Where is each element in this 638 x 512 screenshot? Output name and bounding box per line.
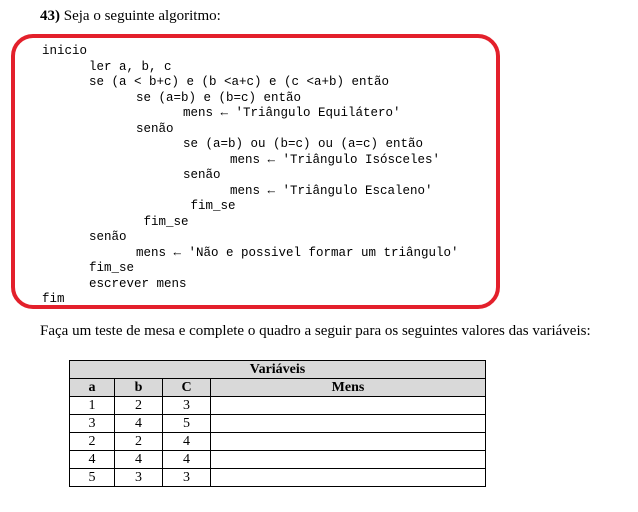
cell-b: 4 <box>115 415 163 433</box>
code-line: escrever mens <box>89 276 187 291</box>
table-row <box>70 397 486 415</box>
code-line: mens ← 'Não e possivel formar um triângulo' <box>136 245 459 260</box>
table-row <box>70 415 486 433</box>
table-row <box>70 451 486 469</box>
variables-table <box>69 360 486 487</box>
code-line: fim_se <box>183 199 236 213</box>
instruction-text: Faça um teste de mesa e complete o quadro a seguir para os seguintes valores das variáveis: <box>40 323 591 339</box>
code-line: senão <box>136 121 174 136</box>
code-line: mens ← 'Triângulo Isósceles' <box>230 152 441 167</box>
cell-c: 5 <box>163 415 211 433</box>
code-line: se (a=b) e (b=c) então <box>136 90 302 105</box>
cell-b: 3 <box>115 469 163 487</box>
cell-b: 2 <box>115 433 163 451</box>
code-line: fim <box>42 292 65 306</box>
code-line: mens ← 'Triângulo Escaleno' <box>230 183 433 198</box>
cell-mens-answer[interactable] <box>211 469 486 487</box>
table-row <box>70 433 486 451</box>
cell-a: 5 <box>70 469 115 487</box>
table-group-header-row <box>70 361 486 379</box>
cell-b: 2 <box>115 397 163 415</box>
cell-a: 1 <box>70 397 115 415</box>
cell-a: 2 <box>70 433 115 451</box>
cell-c: 4 <box>163 433 211 451</box>
question-number: 43) <box>40 8 60 24</box>
code-line: fim_se <box>89 261 135 275</box>
cell-c: 4 <box>163 451 211 469</box>
column-header-c: C <box>163 379 211 397</box>
code-line: fim_se <box>136 214 189 229</box>
code-line: se (a < b+c) e (b <a+c) e (c <a+b) então <box>89 75 390 89</box>
code-line: se (a=b) ou (b=c) ou (a=c) então <box>183 137 424 151</box>
question-title <box>40 8 221 25</box>
code-line: inicio <box>42 44 88 58</box>
code-line: ler a, b, c <box>89 59 172 74</box>
code-line: senão <box>183 168 221 182</box>
code-line: mens ← 'Triângulo Equilátero' <box>183 106 401 120</box>
cell-a: 3 <box>70 415 115 433</box>
cell-b: 4 <box>115 451 163 469</box>
column-header-b: b <box>115 379 163 397</box>
column-header-a: a <box>70 379 115 397</box>
cell-a: 4 <box>70 451 115 469</box>
cell-c: 3 <box>163 397 211 415</box>
question-text: Seja o seguinte algoritmo: <box>63 8 221 24</box>
cell-mens-answer[interactable] <box>211 433 486 451</box>
table-row <box>70 469 486 487</box>
column-header-mens: Mens <box>211 379 486 397</box>
cell-mens-answer[interactable] <box>211 415 486 433</box>
variables-group-header: Variáveis <box>70 361 486 379</box>
cell-mens-answer[interactable] <box>211 451 486 469</box>
cell-c: 3 <box>163 469 211 487</box>
cell-mens-answer[interactable] <box>211 397 486 415</box>
table-column-header-row <box>70 379 486 397</box>
code-line: senão <box>89 230 127 244</box>
